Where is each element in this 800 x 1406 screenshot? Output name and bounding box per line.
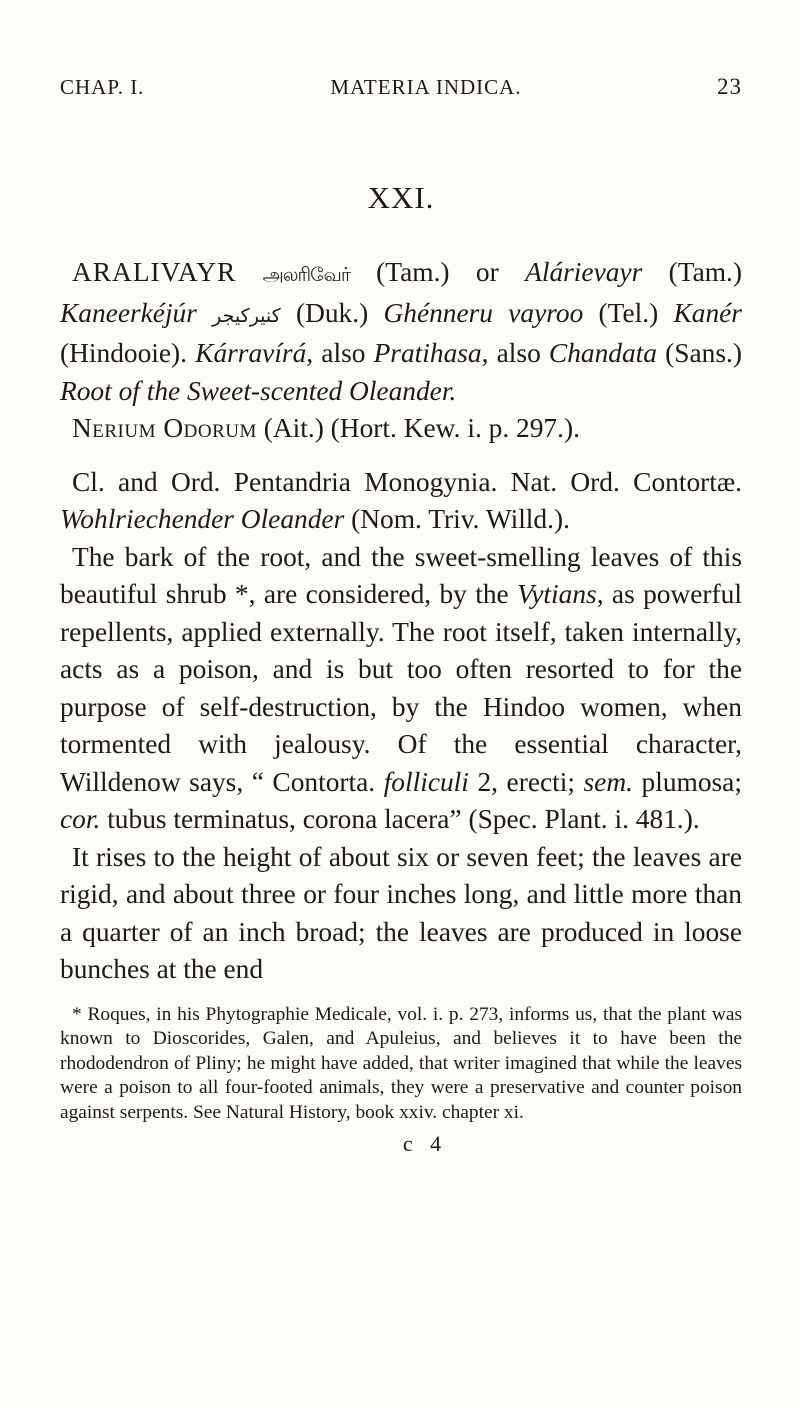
- book-title: MATERIA INDICA.: [330, 75, 522, 99]
- running-head: [60, 74, 742, 108]
- footnote-text: * Roques, in his Phytographie Medicale, vol. i. p. 273, informs us, that the plant was known to Dioscorides, Galen, and Apuleius, and believes it to have been the rhododendron of Pliny; he might have added, that writer imagined that while the leaves were a poison to all four-footed animals, they were a preservative and counter poison against serpents. See Natural History, book xxiv. chapter xi.: [60, 1003, 742, 1123]
- latin-name: Nerium Odorum: [72, 413, 257, 443]
- also-2: also: [496, 338, 541, 368]
- entry-names: [60, 254, 742, 410]
- german-name: Wohlriechender Oleander: [60, 504, 345, 534]
- hindooie-lang: (Hindooie).: [60, 338, 188, 368]
- dukhani-lang: (Duk.): [295, 297, 369, 328]
- description-text-2: as powerful repellents, applied externally. The root itself, taken internally, acts as a poison, and is but too often resorted to for the purpose of self-destruction, by the Hindoo women, when tormented with jealousy. Of the essential character, Willdenow says, “ Contorta.: [60, 579, 742, 797]
- entry-heading: [60, 254, 742, 448]
- cor-term: cor.: [60, 804, 101, 834]
- classification-paragraph: [60, 464, 742, 539]
- tamil-lang-1: (Tam.) or: [376, 257, 499, 287]
- signature-mark: c 4: [402, 1131, 448, 1156]
- latin-reference: (Ait.) (Hort. Kew. i. p. 297.).: [263, 413, 580, 443]
- hindooie-name: Kanér: [673, 297, 742, 328]
- dukhani-script: کنیرکیجر: [212, 304, 281, 327]
- classification-ref: (Nom. Triv. Willd.).: [351, 504, 570, 534]
- sem-term: sem.: [583, 766, 633, 797]
- description-text-3: 2, erecti;: [477, 766, 575, 797]
- body-text: [60, 464, 742, 989]
- growth-paragraph: It rises to the height of about six or seven feet; the leaves are rigid, and about three or four inches long, and little more than a quarter of an inch broad; the leaves are produced in loose bunches at the end: [60, 841, 742, 984]
- latin-line: [60, 410, 742, 448]
- tamil-lang-2: (Tam.): [668, 257, 742, 287]
- page-number: 23: [717, 74, 742, 99]
- chapter-label: CHAP. I.: [60, 75, 145, 99]
- book-page: [60, 74, 742, 1157]
- folliculi-term: folliculi: [383, 766, 469, 797]
- vytians-term: Vytians,: [517, 579, 604, 609]
- description-text-4: plumosa;: [641, 766, 742, 797]
- headword: ARALIVAYR: [72, 257, 237, 287]
- also-1: also: [321, 338, 366, 368]
- section-number: XXI.: [367, 180, 435, 215]
- sanskrit-name-2: Pratihasa,: [373, 338, 489, 368]
- sanskrit-name-3: Chandata: [548, 338, 657, 368]
- alt-name: Alárievayr: [525, 257, 643, 287]
- footnote: [60, 1003, 742, 1126]
- description-paragraph: [60, 539, 742, 839]
- telugu-name: Ghénneru vayroo: [383, 297, 584, 328]
- sanskrit-name-1: Kárravírá,: [195, 338, 314, 368]
- telugu-lang: (Tel.): [598, 297, 659, 328]
- description-text-1: The bark of the root, and the sweet-smelling leaves of this beautiful shrub *, are considered, by the: [60, 541, 742, 609]
- dukhani-name: Kaneerkéjúr: [60, 297, 197, 328]
- tamil-script: அலரிவேர்: [262, 264, 350, 286]
- description-text-5: tubus terminatus, corona lacera” (Spec. Plant. i. 481.).: [107, 804, 700, 834]
- classification-text: Cl. and Ord. Pentandria Monogynia. Nat. Ord. Contortæ.: [72, 466, 742, 497]
- sanskrit-lang: (Sans.): [665, 338, 742, 368]
- english-name: Root of the Sweet-scented Oleander.: [60, 375, 457, 406]
